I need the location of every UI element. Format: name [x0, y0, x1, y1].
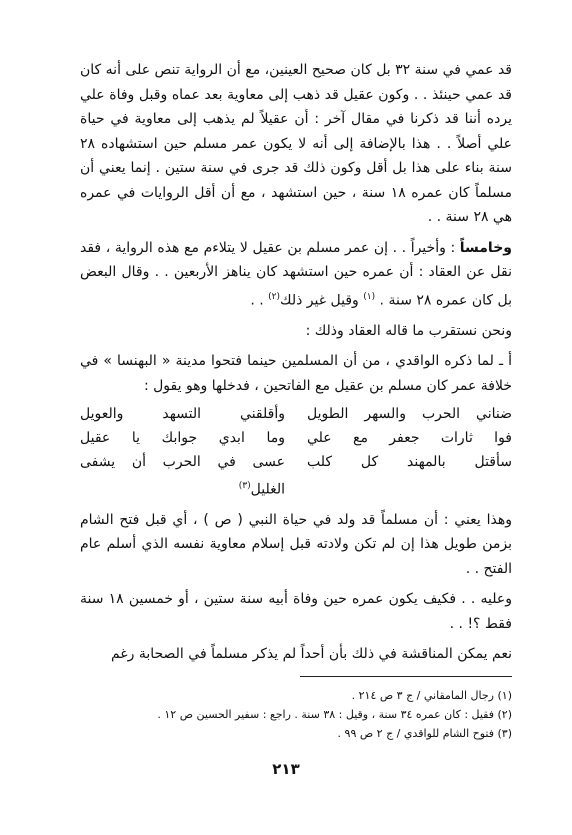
footnote-ref-2: (٢)	[268, 291, 281, 302]
paragraph-2	[80, 236, 512, 313]
page-number: ٢١٣	[272, 760, 300, 778]
paragraph-3: ونحن نستقرب ما قاله العقاد وذلك :	[305, 322, 512, 339]
paragraph-2-text: : وأخيراً . . إن عمر مسلم بن عقيل لا يتلاءم مع هذه الرواية ، فقد نقل عن العقاد : أن عمره حين استشهد كان يناهز الأربعين . . وقال البعض بل كان عمره ٢٨ سنة .	[80, 239, 512, 309]
poem-verse-1	[80, 402, 512, 426]
paragraph-6: وعليه . . فكيف يكون عمره حين وفاة أبيه سنة ستين ، أو خمسين ١٨ سنة فقط ؟! . .	[80, 591, 512, 632]
poem-hemistich-right: ضناني الحرب والسهر الطويل	[307, 406, 512, 423]
footnote-3: (٣) فتوح الشام للواقدي / ج ٢ ص ٩٩ .	[337, 727, 512, 740]
paragraph-5: وهذا يعني : أن مسلماً قد ولد في حياة النبي ( ص ) ، أي قبل فتح الشام بزمن طويل هذا إن لم تكن ولادته قبل إسلام معاوية نفسه الذي أسلم عام الفتح . .	[80, 511, 512, 577]
poem-verse-3	[80, 450, 512, 502]
page-body	[80, 58, 512, 667]
footnote-2: (٢) فقيل : كان عمره ٣٤ سنة ، وقيل : ٣٨ سنة . راجع : سفير الحسين ص ١٢ .	[157, 708, 512, 721]
footnote-1: (١) رجال المامقاني / ج ٣ ص ٢١٤ .	[351, 689, 512, 702]
paragraph-4: أ ـ لما ذكره الواقدي ، من أن المسلمين حينما فتحوا مدينة « البهنسا » في خلافة عمر كان مسلم بن عقيل مع الفاتحين ، فدخلها وهو يقول :	[80, 353, 512, 394]
poem-verse-2	[80, 426, 512, 450]
footnote-ref-3: (٣)	[238, 481, 251, 492]
poem-hemistich-left: وما ابدي جوابك يا عقيل	[80, 430, 285, 447]
poem-hemistich-right: سأقتل بالمهند كل كلب	[307, 454, 512, 471]
footnote-ref-1: (١)	[363, 291, 376, 302]
paragraph-1: قد عمي في سنة ٣٢ بل كان صحيح العينين، مع أن الرواية تنص على أنه كان قد عمي حينئذ . . وكون عقيل قد ذهب إلى معاوية بعد عماه وقبل وفاة علي يرده أننا قد ذكرنا في مقال آخر : أن عقيلاً لم يذهب إلى معاوية في حياة علي أصلاً . . هذا بالإضافة إلى أنه لا يكون عمر مسلم حين استشهاده ٢٨ سنة بناء على هذا بل أقل وكون ذلك قد جرى في سنة ستين . إنما يعني أن مسلماً كان عمره ١٨ سنة ، حين استشهد ، مع أن أقل الروايات في عمره هي ٢٨ سنة . .	[80, 62, 513, 225]
paragraph-2-lead: وخامساً	[459, 239, 512, 256]
poem-hemistich-left	[80, 450, 285, 502]
footnotes	[80, 686, 512, 743]
paragraph-2-end: . .	[250, 292, 269, 309]
paragraph-7: نعم يمكن المناقشة في ذلك بأن أحداً لم يذكر مسلماً في الصحابة رغم	[110, 646, 512, 663]
poem	[80, 402, 512, 502]
footnote-divider	[300, 676, 512, 677]
poem-hemistich-left-text: عسى في الحرب أن يشفى الغليل	[80, 454, 285, 498]
poem-hemistich-right: فوا ثارات جعفر مع علي	[307, 430, 512, 447]
poem-hemistich-left: وأقلقني التسهد والعويل	[80, 406, 285, 423]
paragraph-2-tail: وقيل غير ذلك	[280, 292, 364, 309]
